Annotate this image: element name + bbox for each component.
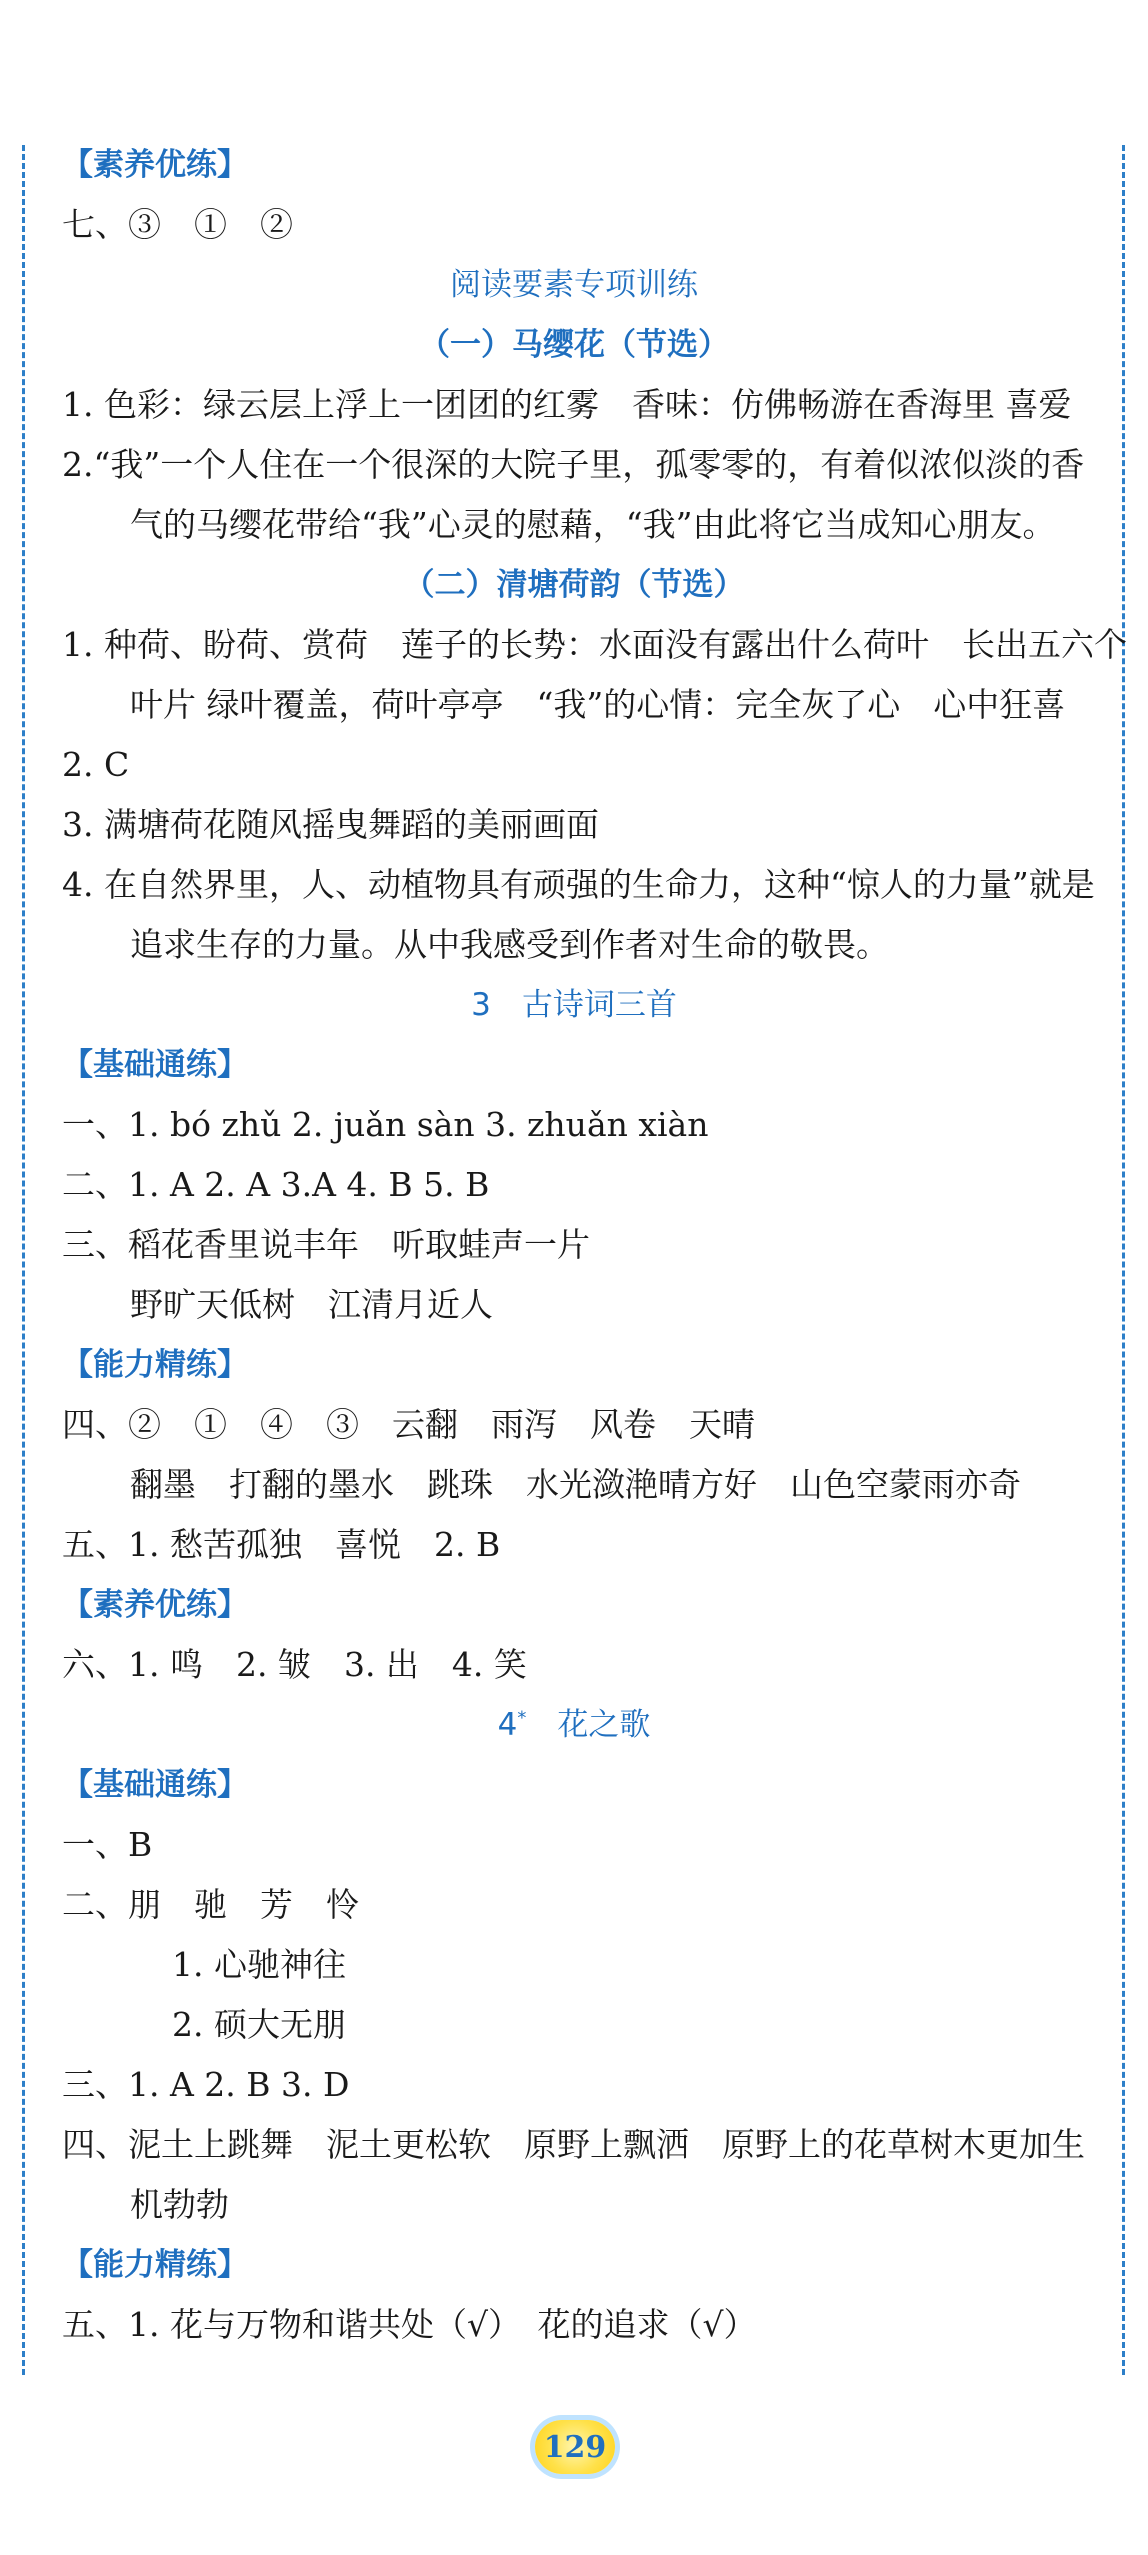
lesson-title: 花之歌 (557, 1707, 651, 1743)
subsection-heading: （二）清塘荷韵（节选） (403, 567, 745, 603)
lesson-number: 4 (497, 1707, 518, 1743)
section-tag: 【素养优练】 (62, 1587, 248, 1623)
page-number-badge: 129 (535, 2420, 615, 2474)
section-tag: 【基础通练】 (62, 1047, 248, 1083)
answer-line: 野旷天低树 江清月近人 (130, 1285, 493, 1324)
answer-line: 4. 在自然界里，人、动植物具有顽强的生命力，这种“惊人的力量”就是 (62, 865, 1095, 904)
answer-line: 1. 心驰神往 (172, 1945, 346, 1984)
optional-lesson-star: * (517, 1707, 527, 1729)
subsection-heading: （一）马缨花（节选） (419, 327, 729, 363)
answer-line: 一、1. bó zhǔ 2. juǎn sàn 3. zhuǎn xiàn (62, 1105, 709, 1144)
answer-line: 叶片 绿叶覆盖，荷叶亭亭 “我”的心情：完全灰了心 心中狂喜 (130, 685, 1066, 724)
answer-line: 2.“我”一个人住在一个很深的大院子里，孤零零的，有着似浓似淡的香 (62, 445, 1085, 484)
answer-line: 七、③ ① ② (62, 205, 293, 244)
answer-line: 1. 色彩：绿云层上浮上一团团的红雾 香味：仿佛畅游在香海里 喜爱 (62, 385, 1072, 424)
answer-line: 六、1. 鸣 2. 皱 3. 出 4. 笑 (62, 1645, 527, 1684)
section-tag: 【能力精练】 (62, 2247, 248, 2283)
lesson-heading: 3 古诗词三首 (471, 987, 677, 1023)
answer-line: 追求生存的力量。从中我感受到作者对生命的敬畏。 (130, 925, 889, 964)
answer-line: 五、1. 愁苦孤独 喜悦 2. B (62, 1525, 501, 1564)
answer-line: 翻墨 打翻的墨水 跳珠 水光潋滟晴方好 山色空蒙雨亦奇 (130, 1465, 1021, 1504)
lesson-heading (0, 1705, 1148, 1745)
answer-line: 3. 满塘荷花随风摇曳舞蹈的美丽画面 (62, 805, 599, 844)
left-dashed-border (22, 145, 25, 2375)
section-heading: 阅读要素专项训练 (450, 267, 698, 303)
answer-line: 2. C (62, 745, 130, 784)
answer-line: 1. 种荷、盼荷、赏荷 莲子的长势：水面没有露出什么荷叶 长出五六个 (62, 625, 1127, 664)
answer-line: 四、泥土上跳舞 泥土更松软 原野上飘洒 原野上的花草树木更加生 (62, 2125, 1085, 2164)
answer-line: 三、稻花香里说丰年 听取蛙声一片 (62, 1225, 590, 1264)
answer-line: 五、1. 花与万物和谐共处（√） 花的追求（√） (62, 2305, 757, 2344)
answer-line: 机勃勃 (130, 2185, 229, 2224)
right-dashed-border (1122, 145, 1125, 2375)
answer-line: 一、B (62, 1825, 153, 1864)
answer-line: 四、② ① ④ ③ 云翻 雨泻 风卷 天晴 (62, 1405, 755, 1444)
answer-line: 气的马缨花带给“我”心灵的慰藉，“我”由此将它当成知心朋友。 (130, 505, 1056, 544)
answer-line: 二、1. A 2. A 3.A 4. B 5. B (62, 1165, 490, 1204)
answer-line: 三、1. A 2. B 3. D (62, 2065, 350, 2104)
section-tag: 【能力精练】 (62, 1347, 248, 1383)
answer-line: 2. 硕大无朋 (172, 2005, 346, 2044)
section-tag: 【基础通练】 (62, 1767, 248, 1803)
section-tag: 【素养优练】 (62, 147, 248, 183)
answer-line: 二、朋 驰 芳 怜 (62, 1885, 359, 1924)
